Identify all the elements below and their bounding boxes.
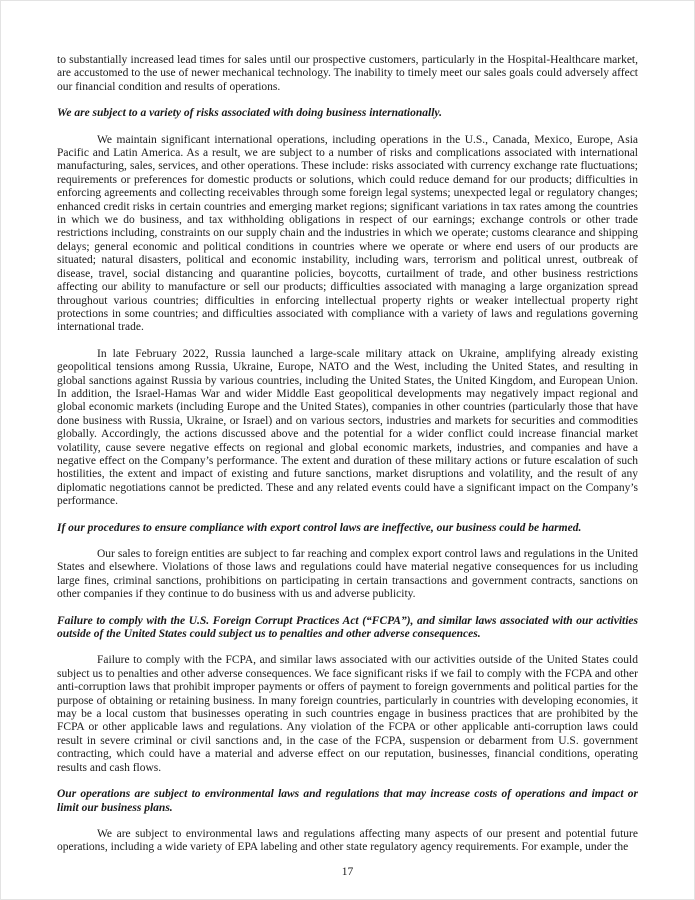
paragraph-environmental: We are subject to environmental laws and regulations affecting many aspects of our present and potential future operations, including a wide variety of EPA labeling and other state regulatory agency requirements. For example, under the (57, 827, 638, 854)
paragraph-lead-times: to substantially increased lead times for sales until our prospective customers, particularly in the Hospital-Healthcare market, are accustomed to the use of newer mechanical technology. The inability to timely meet our sales goals could adversely affect our financial condition and results of operations. (57, 54, 638, 93)
heading-export-control: If our procedures to ensure compliance with export control laws are ineffective, our business could be harmed. (57, 521, 582, 534)
heading-international-risks: We are subject to a variety of risks associated with doing business internationally. (57, 107, 442, 120)
paragraph-international-operations: We maintain significant international operations, including operations in the U.S., Canada, Mexico, Europe, Asia Pacific and Latin America. As a result, we are subject to a number of risks and complications associated with international manufacturing, sales, services, and other operations. These include: risks associated with currency exchange rate fluctuations; requirements or preferences for domestic products or solutions, which could reduce demand for our products; difficulties in enforcing agreements and collecting receivables through some foreign legal systems; unexpected legal or regulatory changes; enhanced credit risks in certain countries and emerging market regions; significant variations in tax rates among the countries in which we do business, and tax withholding obligations in respect of our earnings; exchange controls or other trade restrictions including, constraints on our supply chain and the industries in which we operate; customs clearance and shipping delays; general economic and political conditions in countries where we operate or where end users of our products are situated; natural disasters, political and economic instability, including wars, terrorism and political unrest, outbreak of disease, travel, social distancing and quarantine policies, boycotts, curtailment of trade, and other business restrictions affecting our ability to manufacture or sell our products; difficulties associated with managing a large organization spread throughout various countries; difficulties in enforcing intellectual property rights or weaker intellectual property right protections in some countries; and difficulties associated with compliance with a variety of laws and regulations governing international trade. (57, 133, 638, 334)
paragraph-fcpa: Failure to comply with the FCPA, and similar laws associated with our activities outside of the United States could subject us to penalties and other adverse consequences. We face significant risks if we fail to comply with the FCPA and other anti-corruption laws that prohibit improper payments or offers of payment to foreign governments and political parties for the purpose of obtaining or retaining business. In many foreign countries, particularly in countries with developing economies, it may be a local custom that businesses operating in such countries engage in business practices that are prohibited by the FCPA or other applicable laws and regulations. Any violation of the FCPA or other applicable anti-corruption laws could result in severe criminal or civil sanctions and, in the case of the FCPA, suspension or debarment from U.S. government contracting, which could have a material and adverse effect on our reputation, businesses, financial conditions, operating results and cash flows. (57, 654, 638, 774)
paragraph-ukraine-conflict: In late February 2022, Russia launched a large-scale military attack on Ukraine, amplifying already existing geopolitical tensions among Russia, Ukraine, Europe, NATO and the West, including the United States, and resulting in global sanctions against Russia by various countries, including the United States, the United Kingdom, and European Union. In addition, the Israel-Hamas War and wider Middle East geopolitical developments may negatively impact regional and global economic markets (including Europe and the United States), companies in other countries (particularly those that have done business with Russia, Ukraine, or Israel) and on various sectors, industries and markets for securities and commodities globally. Accordingly, the actions discussed above and the potential for a wider conflict could increase financial market volatility, cause severe negative effects on regional and global economic markets, industries, and companies and have a negative effect on the Company’s performance. The extent and duration of these military actions or future escalation of such hostilities, the extent and impact of existing and future sanctions, market disruptions and volatility, and the result of any diplomatic negotiations cannot be predicted. These and any related events could have a significant impact on the Company’s performance. (57, 347, 638, 508)
paragraph-export-control: Our sales to foreign entities are subject to far reaching and complex export control laws and regulations in the United States and elsewhere. Violations of those laws and regulations could have material negative consequences for us including large fines, criminal sanctions, prohibitions on participating in certain transactions and government contracts, sanctions on other companies if they continue to do business with us and adverse publicity. (57, 548, 638, 601)
page-number: 17 (341, 865, 354, 878)
heading-environmental: Our operations are subject to environmental laws and regulations that may increase costs of operations and impact or limit our business plans. (57, 788, 638, 814)
heading-fcpa: Failure to comply with the U.S. Foreign Corrupt Practices Act (“FCPA”), and similar laws associated with our activities outside of the United States could subject us to penalties and other adverse consequences. (57, 614, 638, 641)
